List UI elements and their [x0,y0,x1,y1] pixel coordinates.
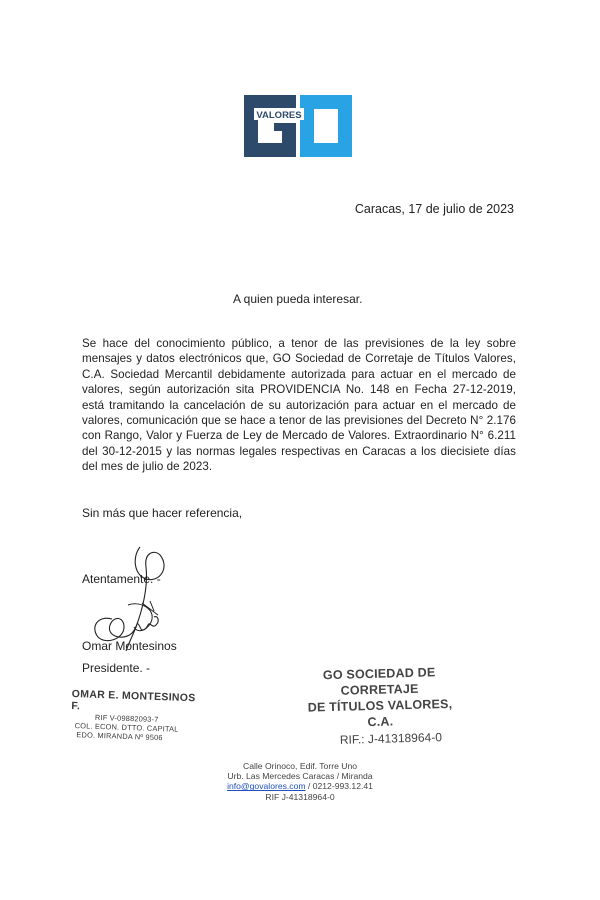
stamp-college: COL. ECON. DTTO. CAPITAL [74,721,179,734]
company-stamp [294,664,466,750]
company-stamp-line1: GO SOCIEDAD DE CORRETAJE [322,665,436,698]
letter-body: Se hace del conocimiento público, a tenor de las previsiones de la ley sobre mensajes y datos electrónicos que, GO Sociedad de Corretaje de Títulos Valores, C.A. Sociedad Mercantil debidamente autorizada para actuar en el mercado de valores, según autorización sita PROVIDENCIA No. 148 en Fecha 27-12-2019, está tramitando la cancelación de su autorización para actuar en el mercado de valores, comunicación que se hace a tenor de las previsiones del Decreto N° 2.176 con Rango, Valor y Fuerza de Ley de Mercado de Valores. Extraordinario N° 6.211 del 30-12-2015 y las normas legales respectivas en Caracas a los diecisiete días del mes de julio de 2023. [82,337,516,474]
company-stamp-line2: DE TÍTULOS VALORES, C.A. [307,696,453,730]
footer-rif: RIF J-41318964-0 [265,791,335,802]
stamp-name: OMAR E. MONTESINOS F. [71,688,196,713]
footer-address-2: Urb. Las Mercedes Caracas / Miranda [227,771,373,782]
salutation: A quien pueda interesar. [233,292,363,306]
logo-o-shape [300,95,352,157]
footer-email-link[interactable]: info@govalores.com [227,781,306,792]
footer-address-1: Calle Orinoco, Edif. Torre Uno [243,761,357,771]
signer-title: Presidente. - [82,661,151,675]
company-stamp-rif: RIF.: J-41318964-0 [339,730,443,747]
footer-contact [0,781,600,791]
regards-line: Atentamente. - [82,572,161,586]
letter-date: Caracas, 17 de julio de 2023 [354,202,514,216]
go-valores-logo [244,95,352,157]
stamp-registry: EDO. MIRANDA Nº 9506 [76,730,163,743]
personal-stamp [70,688,202,744]
logo-text: VALORES [256,110,302,121]
closing-line: Sin más que hacer referencia, [82,506,243,520]
stamp-rif: RIF V-09882093-7 [94,712,159,725]
letter-footer [0,761,600,802]
logo-g-shape [244,95,296,157]
footer-phone: / 0212-993.12.41 [305,781,373,792]
signer-name: Omar Montesinos [82,639,177,653]
